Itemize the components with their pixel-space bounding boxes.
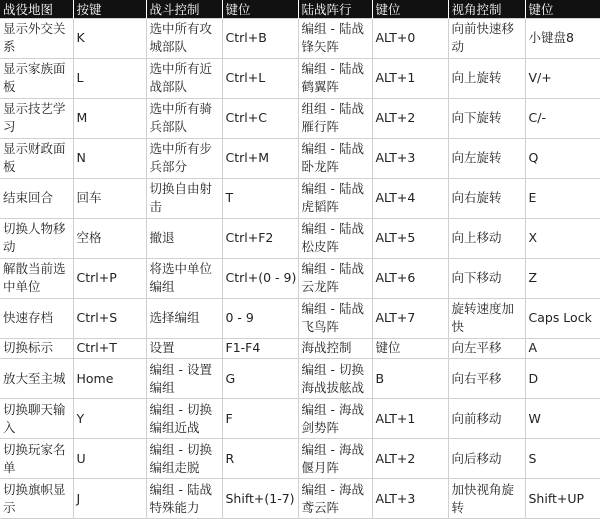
- battle-key-cell: Ctrl+F2: [222, 218, 298, 258]
- battle-key-cell: Ctrl+(0 - 9): [222, 258, 298, 298]
- table-row: [0, 338, 600, 359]
- camera-action-cell: 向上旋转: [448, 58, 525, 98]
- header-key: 按键: [73, 0, 146, 19]
- formation-key-cell: ALT+7: [372, 298, 448, 338]
- table-row: [0, 58, 600, 98]
- formation-key-cell: 键位: [372, 338, 448, 359]
- camera-key-cell: A: [525, 338, 600, 359]
- formation-action-cell: 编组 - 陆战卧龙阵: [298, 138, 372, 178]
- table-row: [0, 98, 600, 138]
- header-key: 键位: [525, 0, 600, 19]
- formation-action-cell: 编组 - 陆战飞鸟阵: [298, 298, 372, 338]
- camera-key-cell: 小键盘8: [525, 19, 600, 59]
- formation-action-cell: 编组 - 切换海战拔舷战: [298, 359, 372, 399]
- campaign-key-cell: Ctrl+T: [73, 338, 146, 359]
- camera-action-cell: 加快视角旋转: [448, 479, 525, 519]
- campaign-action-cell: 显示财政面板: [0, 138, 73, 178]
- camera-key-cell: Q: [525, 138, 600, 178]
- camera-action-cell: 向下移动: [448, 258, 525, 298]
- battle-action-cell: 设置: [146, 338, 222, 359]
- campaign-action-cell: 解散当前选中单位: [0, 258, 73, 298]
- formation-action-cell: 编组 - 海战偃月阵: [298, 439, 372, 479]
- formation-key-cell: ALT+1: [372, 58, 448, 98]
- campaign-key-cell: Home: [73, 359, 146, 399]
- camera-action-cell: 旋转速度加快: [448, 298, 525, 338]
- camera-action-cell: 向后移动: [448, 439, 525, 479]
- header-battle-control: 战斗控制: [146, 0, 222, 19]
- camera-key-cell: D: [525, 359, 600, 399]
- campaign-action-cell: 结束回合: [0, 178, 73, 218]
- table-row: [0, 439, 600, 479]
- camera-key-cell: C/-: [525, 98, 600, 138]
- campaign-action-cell: 显示外交关系: [0, 19, 73, 59]
- table-row: [0, 138, 600, 178]
- camera-key-cell: Caps Lock: [525, 298, 600, 338]
- formation-action-cell: 编组 - 陆战锋矢阵: [298, 19, 372, 59]
- table-row: [0, 399, 600, 439]
- battle-key-cell: F: [222, 399, 298, 439]
- table-row: [0, 298, 600, 338]
- battle-action-cell: 编组 - 切换编组近战: [146, 399, 222, 439]
- campaign-action-cell: 显示家族面板: [0, 58, 73, 98]
- battle-key-cell: Ctrl+C: [222, 98, 298, 138]
- battle-key-cell: Ctrl+B: [222, 19, 298, 59]
- formation-action-cell: 编组 - 陆战虎韬阵: [298, 178, 372, 218]
- formation-key-cell: ALT+2: [372, 439, 448, 479]
- campaign-key-cell: Ctrl+S: [73, 298, 146, 338]
- table-row: [0, 479, 600, 519]
- camera-action-cell: 向右平移: [448, 359, 525, 399]
- header-key: 键位: [222, 0, 298, 19]
- formation-key-cell: B: [372, 359, 448, 399]
- camera-key-cell: Shift+UP: [525, 479, 600, 519]
- battle-action-cell: 选中所有近战部队: [146, 58, 222, 98]
- camera-key-cell: X: [525, 218, 600, 258]
- camera-key-cell: W: [525, 399, 600, 439]
- camera-key-cell: V/+: [525, 58, 600, 98]
- formation-key-cell: ALT+3: [372, 138, 448, 178]
- formation-action-cell: 编组 - 陆战鹤翼阵: [298, 58, 372, 98]
- formation-key-cell: ALT+0: [372, 19, 448, 59]
- formation-action-cell: 编组 - 陆战云龙阵: [298, 258, 372, 298]
- formation-action-cell: 组组 - 陆战雁行阵: [298, 98, 372, 138]
- campaign-key-cell: L: [73, 58, 146, 98]
- campaign-action-cell: 放大至主城: [0, 359, 73, 399]
- battle-key-cell: Ctrl+L: [222, 58, 298, 98]
- battle-action-cell: 选中所有步兵部分: [146, 138, 222, 178]
- header-land-formation: 陆战阵行: [298, 0, 372, 19]
- campaign-action-cell: 切换人物移动: [0, 218, 73, 258]
- formation-action-cell: 海战控制: [298, 338, 372, 359]
- table-row: [0, 19, 600, 59]
- battle-key-cell: F1-F4: [222, 338, 298, 359]
- formation-key-cell: ALT+6: [372, 258, 448, 298]
- campaign-action-cell: 快速存档: [0, 298, 73, 338]
- battle-action-cell: 撤退: [146, 218, 222, 258]
- campaign-key-cell: J: [73, 479, 146, 519]
- table-row: [0, 359, 600, 399]
- battle-key-cell: R: [222, 439, 298, 479]
- camera-key-cell: E: [525, 178, 600, 218]
- formation-key-cell: ALT+3: [372, 479, 448, 519]
- header-campaign-map: 战役地图: [0, 0, 73, 19]
- battle-action-cell: 编组 - 陆战特殊能力: [146, 479, 222, 519]
- campaign-action-cell: 切换旗帜显示: [0, 479, 73, 519]
- formation-key-cell: ALT+4: [372, 178, 448, 218]
- campaign-action-cell: 切换聊天输入: [0, 399, 73, 439]
- battle-key-cell: G: [222, 359, 298, 399]
- header-camera-control: 视角控制: [448, 0, 525, 19]
- camera-key-cell: Z: [525, 258, 600, 298]
- battle-action-cell: 选中所有骑兵部队: [146, 98, 222, 138]
- battle-action-cell: 编组 - 设置编组: [146, 359, 222, 399]
- camera-action-cell: 向左旋转: [448, 138, 525, 178]
- campaign-key-cell: 回车: [73, 178, 146, 218]
- battle-key-cell: Shift+(1-7): [222, 479, 298, 519]
- header-row: [0, 0, 600, 19]
- formation-action-cell: 编组 - 陆战松皮阵: [298, 218, 372, 258]
- battle-action-cell: 选择编组: [146, 298, 222, 338]
- battle-action-cell: 将选中单位编组: [146, 258, 222, 298]
- camera-action-cell: 向右旋转: [448, 178, 525, 218]
- formation-action-cell: 编组 - 海战剑势阵: [298, 399, 372, 439]
- campaign-key-cell: K: [73, 19, 146, 59]
- campaign-key-cell: N: [73, 138, 146, 178]
- campaign-action-cell: 切换标示: [0, 338, 73, 359]
- camera-action-cell: 向前移动: [448, 399, 525, 439]
- campaign-key-cell: U: [73, 439, 146, 479]
- battle-action-cell: 切换自由射击: [146, 178, 222, 218]
- camera-action-cell: 向上移动: [448, 218, 525, 258]
- formation-action-cell: 编组 - 海战鸢云阵: [298, 479, 372, 519]
- campaign-action-cell: 显示技艺学习: [0, 98, 73, 138]
- battle-action-cell: 编组 - 切换编组走脱: [146, 439, 222, 479]
- camera-action-cell: 向前快速移动: [448, 19, 525, 59]
- camera-key-cell: S: [525, 439, 600, 479]
- campaign-action-cell: 切换玩家名单: [0, 439, 73, 479]
- campaign-key-cell: M: [73, 98, 146, 138]
- formation-key-cell: ALT+5: [372, 218, 448, 258]
- campaign-key-cell: 空格: [73, 218, 146, 258]
- battle-key-cell: 0 - 9: [222, 298, 298, 338]
- table-row: [0, 258, 600, 298]
- battle-key-cell: Ctrl+M: [222, 138, 298, 178]
- formation-key-cell: ALT+1: [372, 399, 448, 439]
- campaign-key-cell: Ctrl+P: [73, 258, 146, 298]
- battle-key-cell: T: [222, 178, 298, 218]
- table-row: [0, 218, 600, 258]
- formation-key-cell: ALT+2: [372, 98, 448, 138]
- campaign-key-cell: Y: [73, 399, 146, 439]
- header-key: 键位: [372, 0, 448, 19]
- battle-action-cell: 选中所有攻城部队: [146, 19, 222, 59]
- table-row: [0, 178, 600, 218]
- camera-action-cell: 向左平移: [448, 338, 525, 359]
- camera-action-cell: 向下旋转: [448, 98, 525, 138]
